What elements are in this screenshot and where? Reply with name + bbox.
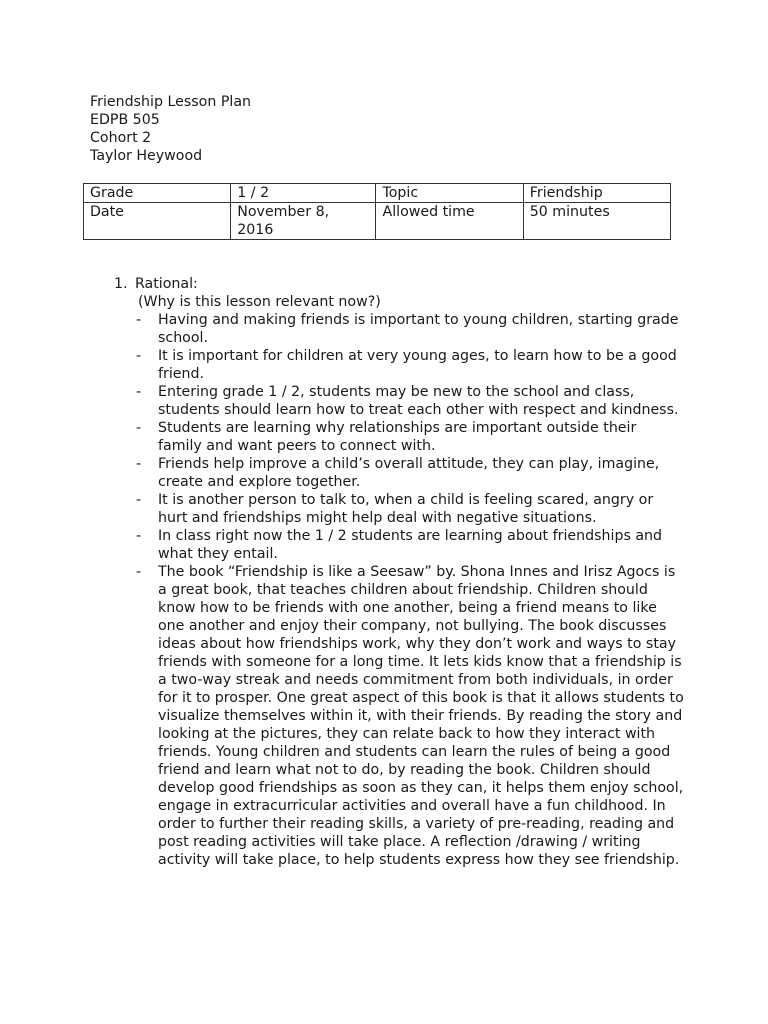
table-cell: Grade (84, 184, 231, 203)
document-title: Friendship Lesson Plan (90, 94, 252, 110)
table-row (84, 184, 671, 203)
document-header (90, 93, 251, 165)
list-item-text: Friends help improve a child’s overall attitude, they can play, imagine, create and explore together. (158, 456, 660, 490)
list-item (114, 563, 684, 869)
bullet-dash: - (136, 384, 142, 400)
list-item (114, 311, 684, 347)
list-item (114, 419, 684, 455)
table-cell: 50 minutes (523, 203, 670, 240)
bullet-dash: - (136, 564, 142, 580)
list-item-text: The book “Friendship is like a Seesaw” by. Shona Innes and Irisz Agocs is a great book, that teaches children about friendship. Children should know how to be friends with one another, being a friend means to like one another and enjoy their company, not bullying. The book discusses ideas about how friendships work, why they don’t work and ways to stay friends with someone for a long time. It lets kids know that a friendship is a two-way streak and needs commitment from both individuals, in order for it to prosper. One great aspect of this book is that it allows students to visualize themselves within it, with their friends. By reading the story and looking at the pictures, they can relate back to how they interact with friends. Young children and students can learn the rules of being a good friend and learn what not to do, by reading the book. Children should develop good friendships as soon as they can, it helps them enjoy school, engage in extracurricular activities and overall have a fun childhood. In order to further their reading skills, a variety of pre-reading, reading and post reading activities will take place. A reflection /drawing / writing activity will take place, to help students express how they see friendship. (158, 564, 684, 868)
list-item-text: Having and making friends is important to young children, starting grade school. (158, 312, 679, 346)
table-cell: Date (84, 203, 231, 240)
list-item (114, 383, 684, 419)
bullet-dash: - (136, 348, 142, 364)
table-cell: Topic (376, 184, 523, 203)
bullet-dash: - (136, 312, 142, 328)
list-item-text: Students are learning why relationships are important outside their family and want peers to connect with. (158, 420, 637, 454)
list-item (114, 527, 684, 563)
table-row (84, 203, 671, 240)
list-item (114, 491, 684, 527)
section-number: 1. (114, 276, 128, 292)
cohort-label: Cohort 2 (90, 130, 152, 146)
rational-section (114, 275, 684, 869)
course-code: EDPB 505 (90, 112, 160, 128)
table-cell: November 8, 2016 (231, 203, 376, 240)
bullet-dash: - (136, 492, 142, 508)
rational-bullet-list (114, 311, 684, 869)
section-title: Rational: (135, 276, 198, 292)
list-item (114, 347, 684, 383)
list-item-text: Entering grade 1 / 2, students may be new to the school and class, students should learn how to treat each other with respect and kindness. (158, 384, 679, 418)
table-cell: Allowed time (376, 203, 523, 240)
lesson-info-table (83, 183, 671, 240)
list-item-text: In class right now the 1 / 2 students are learning about friendships and what they entail. (158, 528, 663, 562)
section-heading (114, 275, 684, 293)
bullet-dash: - (136, 420, 142, 436)
table-cell: 1 / 2 (231, 184, 376, 203)
section-subtitle: (Why is this lesson relevant now?) (138, 294, 381, 310)
list-item-text: It is important for children at very young ages, to learn how to be a good friend. (158, 348, 677, 382)
author-name: Taylor Heywood (90, 148, 203, 164)
list-item (114, 455, 684, 491)
list-item-text: It is another person to talk to, when a child is feeling scared, angry or hurt and friendships might help deal with negative situations. (158, 492, 654, 526)
bullet-dash: - (136, 528, 142, 544)
bullet-dash: - (136, 456, 142, 472)
table-cell: Friendship (523, 184, 670, 203)
